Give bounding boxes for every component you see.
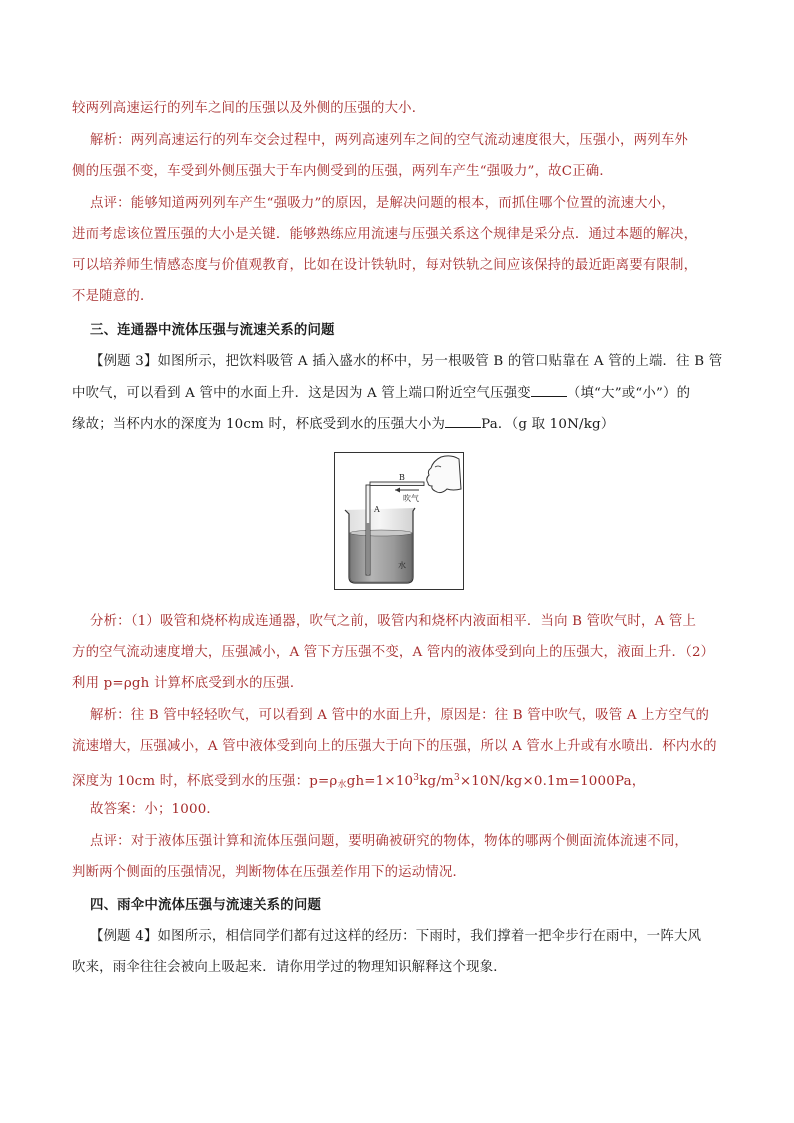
straw-a-water (367, 523, 369, 575)
water-body (350, 531, 412, 582)
example-4-label: 【例题 4】 (90, 929, 158, 944)
solution-paragraph-3: 解析：往 B 管中轻轻吹气，可以看到 A 管中的水面上升，原因是：往 B 管中吹气，吸管 A 上方空气的 (90, 708, 710, 723)
comment-paragraph-3: 点评：对于液体压强计算和流体压强问题，要明确被研究的物体，物体的哪两个侧面流体流速不同， (90, 834, 688, 849)
text-line: 方的空气流动速度增大，压强减小，A 管下方压强不变，A 管内的液体受到向上的压强大，液面上升．（2） (72, 645, 715, 660)
answer-blank-2 (445, 415, 481, 428)
label-blow: 吹气 (403, 494, 419, 503)
example-3-label: 【例题 3】 (90, 354, 158, 369)
answer-paragraph-3: 故答案：小；1000． (90, 802, 221, 817)
label-water: 水 (398, 561, 406, 570)
text-line: 较两列高速运行的列车之间的压强以及外侧的压强的大小． (72, 101, 426, 116)
analysis-paragraph-3: 分析：（1）吸管和烧杯构成连通器，吹气之前，吸管内和烧杯内液面相平．当向 B 管吹气时，A 管上 (90, 614, 697, 629)
text-line: 流速增大，压强减小，A 管中液体受到向上的压强大于向下的压强，所以 A 管水上升或有水喷出．杯内水的 (72, 739, 717, 754)
section-heading-3: 三、连通器中流体压强与流速关系的问题 (90, 322, 335, 338)
text-line: 可以培养师生情感态度与价值观教育，比如在设计铁轨时，每对铁轨之间应该保持的最近距离要有限制， (72, 258, 698, 273)
comment-paragraph-1: 点评：能够知道两列列车产生“强吸力”的原因，是解决问题的根本，而抓住哪个位置的流速大小， (90, 196, 675, 211)
text-line: 利用 p=ρgh 计算杯底受到水的压强． (72, 676, 304, 691)
text-line: 进而考虑该位置压强的大小是关键．能够熟练应用流速与压强关系这个规律是采分点．通过本题的解决， (72, 227, 698, 242)
arrow-head (395, 488, 400, 493)
example-4-paragraph: 【例题 4】如图所示，相信同学们都有过这样的经历：下雨时，我们撑着一把伞步行在雨中，一阵大风 (90, 929, 702, 944)
water-surface (350, 530, 412, 536)
answer-blank-1 (531, 384, 567, 397)
text-line: 吹来，雨伞往往会被向上吸起来．请你用学过的物理知识解释这个现象． (72, 960, 507, 975)
label-a: A (374, 505, 380, 514)
label-b: B (399, 473, 405, 482)
face-profile (427, 456, 461, 493)
analysis-paragraph-1: 解析：两列高速运行的列车交会过程中，两列高速列车之间的空气流动速度很大，压强小，两列车外 (90, 133, 688, 148)
straw-b (370, 482, 424, 486)
beaker-straw-diagram (335, 453, 463, 589)
section-heading-4: 四、雨伞中流体压强与流速关系的问题 (90, 897, 322, 913)
text-line: 不是随意的． (72, 289, 154, 304)
text-line: 中吹气，可以看到 A 管中的水面上升．这是因为 A 管上端口附近空气压强变 （填“大”或“小”）的 (72, 386, 691, 401)
formula-line: 深度为 10cm 时，杯底受到水的压强：$p=\rho_水gh=1\times 10^3kg/m^3\times 10N/kg\times 0.1m=1000Pa$， (72, 773, 646, 790)
text-line: 缘故；当杯内水的深度为 10cm 时，杯底受到水的压强大小为 Pa．（g 取 10N/kg） (72, 417, 615, 432)
beaker-straw-figure (334, 452, 464, 590)
text-line: 判断两个侧面的压强情况，判断物体在压强差作用下的运动情况． (72, 865, 467, 880)
text-line: 侧的压强不变，车受到外侧压强大于车内侧受到的压强，两列车产生“强吸力”，故C正确． (72, 164, 613, 179)
example-3-paragraph: 【例题 3】如图所示，把饮料吸管 A 插入盛水的杯中，另一根吸管 B 的管口贴靠在 A 管的上端．往 B 管 (90, 354, 723, 369)
